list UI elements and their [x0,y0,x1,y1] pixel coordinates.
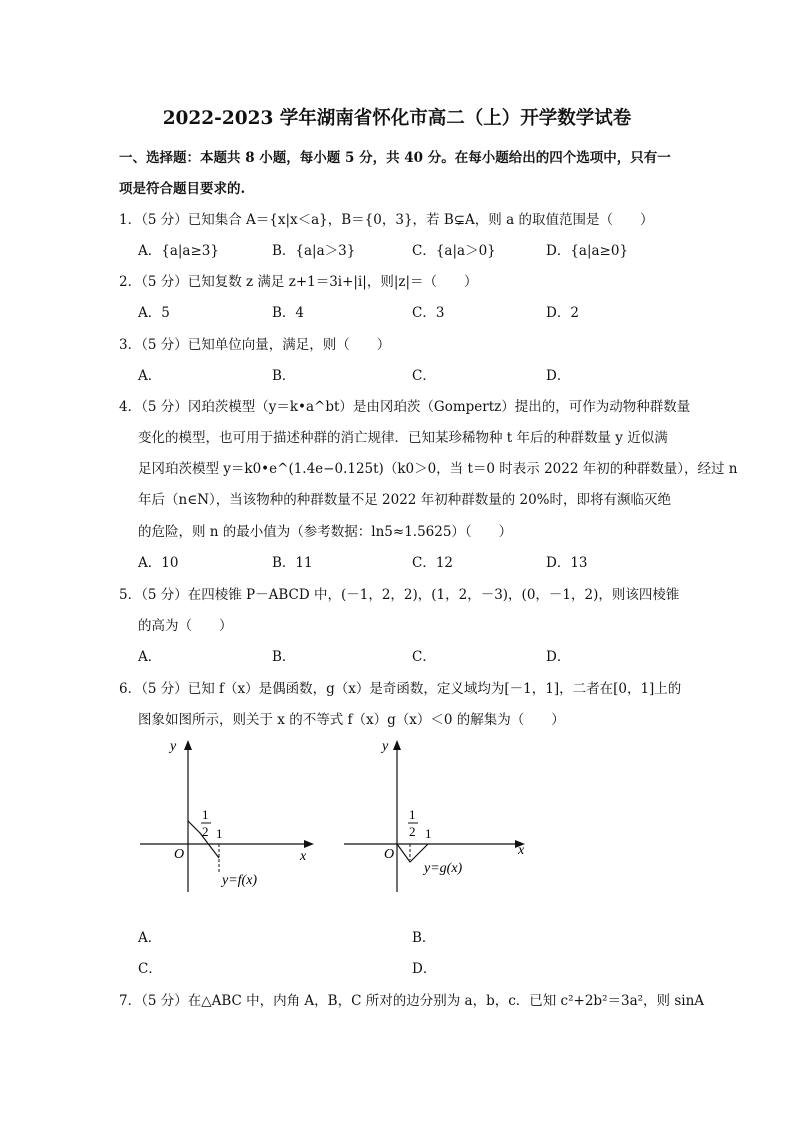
option-1a[interactable]: A．{a|a≥3} [138,243,219,259]
half-denominator: 2 [202,824,209,839]
question-4-line-3: 足冈珀茨模型 y＝k0•e^(1.4e−0.125t)（k0＞0，当 t＝0 时表示 2022 年初的种群数量），经过 n [138,461,738,477]
question-5-line-1: 5．（5 分）在四棱锥 P－ABCD 中，(－1，2，2)，(1，2，－3)，(0，－1，2)，则该四棱锥 [119,587,680,603]
x-axis-label: x [300,849,307,864]
question-3: 3．（5 分）已知单位向量，满足，则（ ） [119,337,391,353]
x-axis-label: x [518,843,525,858]
g-curve [397,844,428,862]
option-3b[interactable]: B． [272,368,296,384]
one-label: 1 [216,826,223,841]
question-4-line-2: 变化的模型，也可用于描述种群的消亡规律．已知某珍稀物种 t 年后的种群数量 y 近似满 [138,430,668,446]
half-numerator: 1 [409,807,416,822]
g-caption: y=g(x) [424,861,463,876]
option-3d[interactable]: D． [546,368,571,384]
option-5a[interactable]: A． [138,649,162,665]
question-4-line-5: 的危险，则 n 的最小值为（参考数据：ln5≈1.5625）（ ） [138,524,513,540]
option-4d[interactable]: D．13 [546,555,588,571]
option-6d[interactable]: D． [412,961,437,977]
option-1c[interactable]: C．{a|a＞0} [412,243,496,259]
option-5d[interactable]: D． [546,649,571,665]
y-axis-label: y [382,739,389,754]
question-4-line-1: 4．（5 分）冈珀茨模型（y＝k•a^bt）是由冈珀茨（Gompertz）提出的，可作为动物种群数量 [119,399,691,415]
option-2d[interactable]: D．2 [546,305,579,321]
option-5c[interactable]: C． [412,649,436,665]
question-6-line-1: 6．（5 分）已知 f（x）是偶函数，g（x）是奇函数，定义域均为[－1，1]，二者在[0，1]上的 [119,681,682,697]
origin-label: O [174,847,185,862]
f-caption: y=f(x) [222,873,258,888]
option-2c[interactable]: C．3 [412,305,445,321]
half-numerator: 1 [202,807,209,822]
section-heading: 一、选择题：本题共 8 小题，每小题 5 分，共 40 分。在每小题给出的四个选项中，只有一 [119,150,671,166]
one-label: 1 [425,826,432,841]
option-6a[interactable]: A． [138,930,162,946]
option-6b[interactable]: B． [412,930,436,946]
option-3a[interactable]: A． [138,368,162,384]
y-arrow-icon [393,740,401,750]
graph-g [336,732,536,902]
question-7: 7．（5 分）在△ABC 中，内角 A，B，C 所对的边分别为 a，b，c．已知 c²+2b²＝3a²，则 sinA [119,993,705,1009]
question-5-line-2: 的高为（ ） [138,618,233,634]
y-arrow-icon [184,740,192,750]
origin-label: O [384,847,395,862]
option-2b[interactable]: B．4 [272,305,305,321]
graph-f [130,732,330,902]
half-denominator: 2 [409,824,416,839]
option-1b[interactable]: B．{a|a＞3} [272,243,356,259]
option-1d[interactable]: D．{a|a≥0} [546,243,629,259]
question-1: 1．（5 分）已知集合 A＝{x|x＜a}，B＝{0，3}，若 B⊊A，则 a 的取值范围是（ ） [119,212,654,228]
question-4-line-4: 年后（n∈N），当该物种的种群数量不足 2022 年初种群数量的 20%时，即将有濒临灭绝 [138,492,671,508]
option-6c[interactable]: C． [138,961,162,977]
option-5b[interactable]: B． [272,649,296,665]
question-2: 2．（5 分）已知复数 z 满足 z+1＝3i+|i|，则|z|＝（ ） [119,274,478,290]
option-4b[interactable]: B．11 [272,555,313,571]
y-axis-label: y [170,739,177,754]
option-4a[interactable]: A．10 [138,555,179,571]
option-4c[interactable]: C．12 [412,555,454,571]
option-3c[interactable]: C． [412,368,436,384]
section-heading-cont: 项是符合题目要求的. [119,181,246,197]
option-2a[interactable]: A．5 [138,305,170,321]
x-arrow-icon [304,840,314,848]
page-title: 2022-2023 学年湖南省怀化市高二（上）开学数学试卷 [162,108,632,129]
question-6-line-2: 图象如图所示，则关于 x 的不等式 f（x）g（x）＜0 的解集为（ ） [138,712,565,728]
